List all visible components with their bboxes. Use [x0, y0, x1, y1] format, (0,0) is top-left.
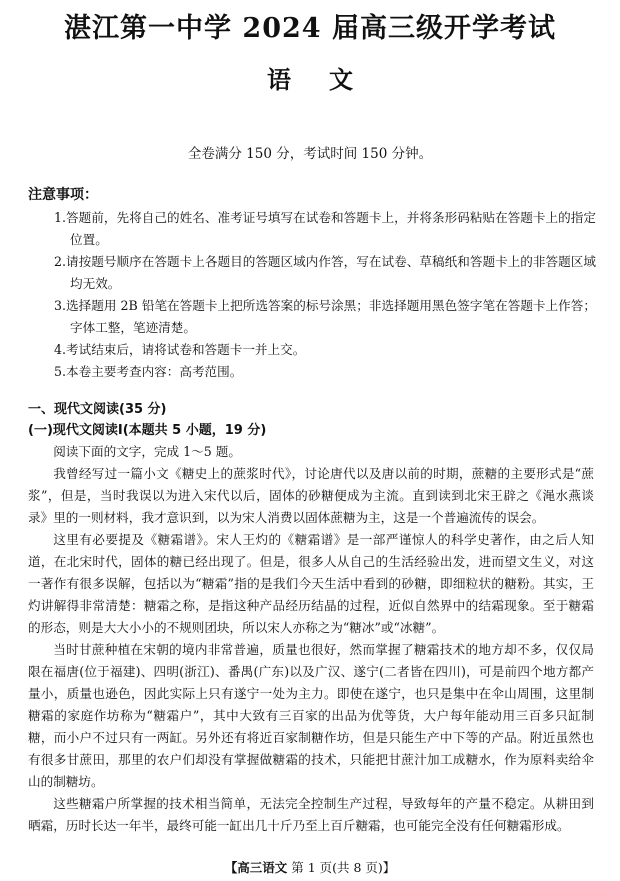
exam-title: 湛江第一中学 2024 届高三级开学考试	[64, 13, 556, 44]
note-item: 2.请按题号顺序在答题卡上各题目的答题区域内作答，写在试卷、草稿纸和答题卡上的非答题区域均无效。	[54, 254, 596, 291]
page-footer	[0, 858, 620, 876]
paragraph: 当时甘蔗种植在宋朝的境内非常普遍，质量也很好，然而掌握了糖霜技术的地方却不多，仅仅局限在福唐(位于福建)、四明(浙江)、番禺(广东)以及广汉、遂宁(二者皆在四川)，可是前四个地方都产量小，质量也逊色，因此实际上只有遂宁一处为主力。即使在遂宁，也只是集中在伞山周围，这里制糖霜的家庭作坊称为“糖霜户”，其中大致有三百家的出品为优等货，大户每年能动用三百多只缸制糖，而小户不过只有一两缸。另外还有将近百家制糖作坊，但是只能生产中下等的产品。附近虽然也有很多甘蔗田，那里的农户们却没有掌握做糖霜的技术，只能把甘蔗汁加工成糖水，作为原料卖给伞山的制糖坊。	[28, 642, 594, 789]
note-item: 5.本卷主要考查内容：高考范围。	[54, 364, 243, 379]
exam-info: 全卷满分 150 分，考试时间 150 分钟。	[187, 146, 433, 162]
footer-page-number: 第 1 页(共 8 页)】	[291, 860, 396, 875]
subject-title: 语文	[267, 65, 391, 94]
section-subheading: (一)现代文阅读Ⅰ(本题共 5 小题，19 分)	[28, 423, 267, 438]
note-item: 1.答题前，先将自己的姓名、准考证号填写在试卷和答题卡上，并将条形码粘贴在答题卡上的指定位置。	[54, 210, 596, 247]
note-item: 4.考试结束后，请将试卷和答题卡一并上交。	[54, 342, 306, 357]
reading-body	[28, 441, 594, 837]
paragraph: 这里有必要提及《糖霜谱》。宋人王灼的《糖霜谱》是一部严谨惊人的科学史著作，由之后人知道，在北宋时代，固体的糖已经出现了。但是，很多人从自己的生活经验出发，进而望文生义，对这一著作有很多误解，包括以为“糖霜”指的是我们今天生活中看到的砂糖，即细粒状的糖粉。其实，王灼讲解得非常清楚：糖霜之称，是指这种产品经历结晶的过程，近似自然界中的结霜现象。至于糖霜的形态，则是大大小小的不规则团块，所以宋人亦称之为“糖冰”或“冰糖”。	[28, 532, 594, 635]
footer-label: 【高三语文	[224, 860, 288, 875]
notes-list	[54, 207, 596, 383]
paragraph: 我曾经写过一篇小文《糖史上的蔗浆时代》，讨论唐代以及唐以前的时期，蔗糖的主要形式是“蔗浆”，但是，当时我误以为进入宋代以后，固体的砂糖便成为主流。直到读到北宋王辟之《渑水燕谈录》里的一则材料，我才意识到，以为宋人消费以固体蔗糖为主，这是一个普遍流传的误会。	[28, 466, 594, 525]
instruction-text: 阅读下面的文字，完成 1～5 题。	[53, 444, 241, 459]
notes-heading: 注意事项：	[28, 187, 98, 203]
note-item: 3.选择题用 2B 铅笔在答题卡上把所选答案的标号涂黑；非选择题用黑色签字笔在答题卡上作答；字体工整，笔迹清楚。	[54, 298, 596, 335]
paragraph: 这些糖霜户所掌握的技术相当简单，无法完全控制生产过程，导致每年的产量不稳定。从耕田到晒霜，历时长达一年半，最终可能一缸出几十斤乃至上百斤糖霜，也可能完全没有任何糖霜形成。	[28, 796, 594, 833]
section-heading: 一、现代文阅读(35 分)	[28, 402, 167, 417]
